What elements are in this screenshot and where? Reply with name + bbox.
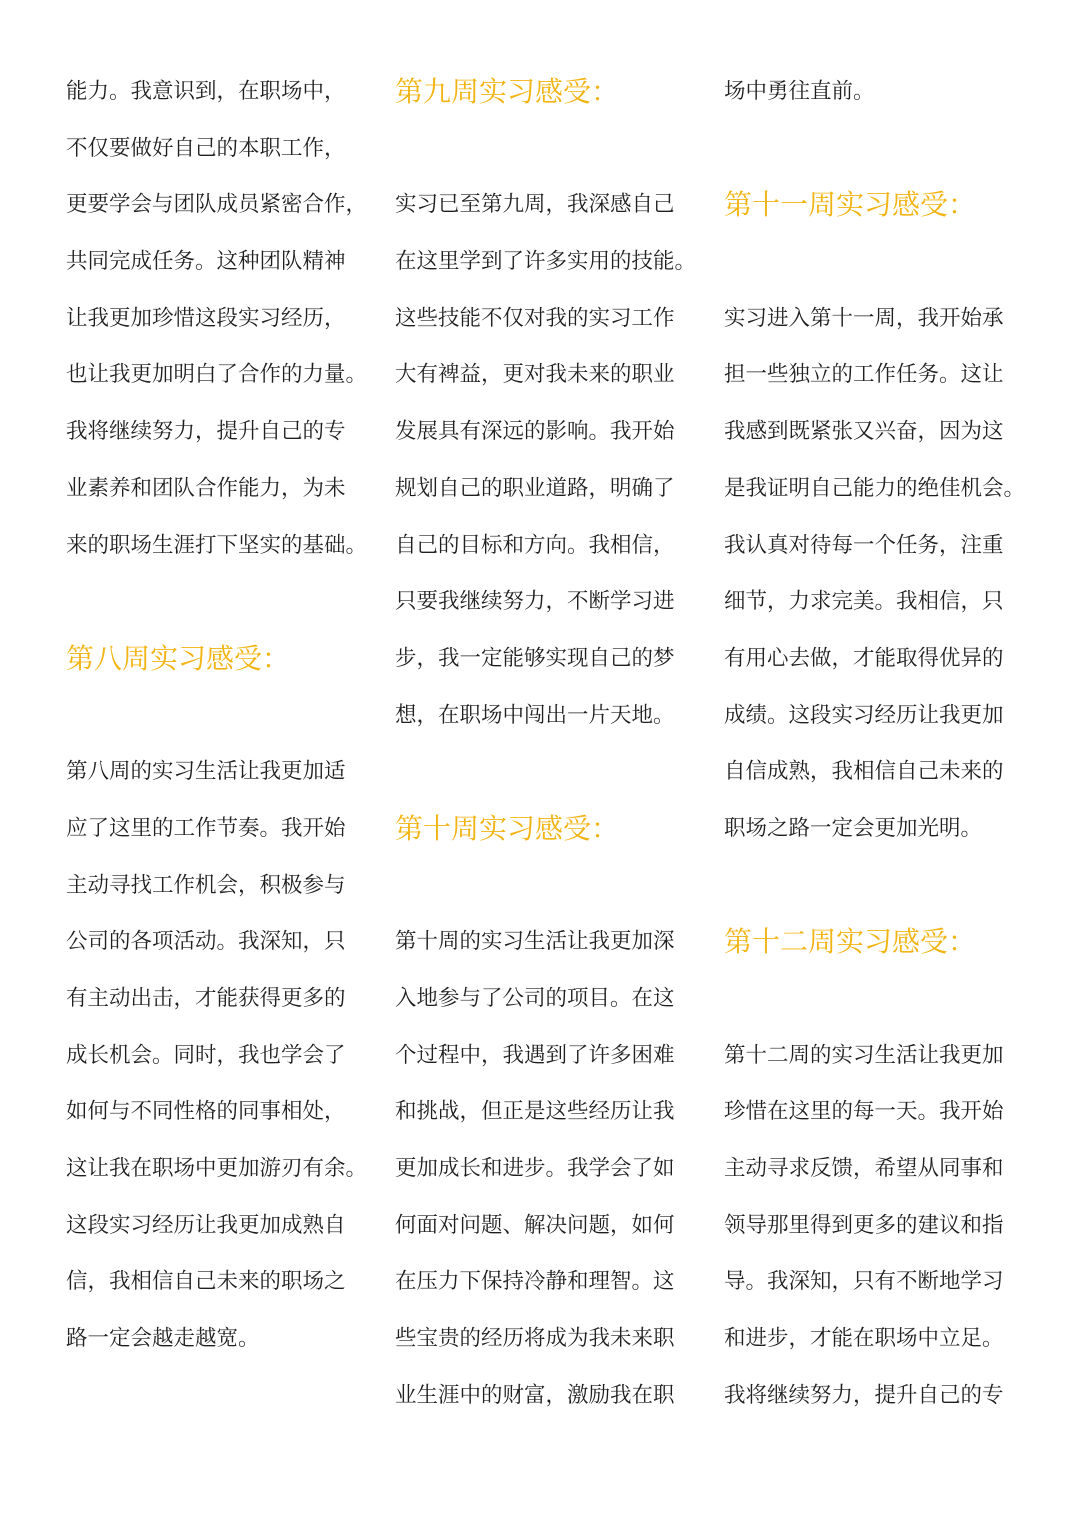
spacer: [724, 121, 1024, 178]
text-line: 我感到既紧张又兴奋，因为这: [724, 419, 1004, 445]
text-line: 也让我更加明白了合作的力量。: [66, 362, 368, 388]
paragraph: [724, 291, 1024, 858]
text-line: 这些技能不仅对我的实习工作: [395, 305, 675, 331]
text-line: 实习进入第十一周，我开始承: [724, 305, 1004, 331]
text-line: 第十二周的实习生活让我更加: [724, 1042, 1004, 1068]
text-line: 担一些独立的工作任务。这让: [724, 362, 1004, 388]
spacer: [724, 858, 1024, 915]
text-line: 实习已至第九周，我深感自己: [395, 192, 675, 218]
text-line: 成长机会。同时，我也学会了: [66, 1042, 346, 1068]
text-line: 业素养和团队合作能力，为未: [66, 475, 346, 501]
text-line: 来的职场生涯打下坚实的基础。: [66, 532, 368, 558]
text-line: 路一定会越走越宽。: [66, 1326, 260, 1352]
text-line: 更加成长和进步。我学会了如: [395, 1156, 675, 1182]
section-heading: 第十一周实习感受：: [724, 188, 977, 222]
text-line: 个过程中，我遇到了许多困难: [395, 1042, 675, 1068]
text-line: 只要我继续努力，不断学习进: [395, 589, 675, 615]
spacer: [66, 574, 366, 631]
text-line: 和挑战，但正是这些经历让我: [395, 1099, 675, 1125]
section-heading: 第八周实习感受：: [66, 641, 291, 675]
spacer: [66, 688, 366, 745]
text-line: 是我证明自己能力的绝佳机会。: [724, 475, 1026, 501]
text-line: 公司的各项活动。我深知，只: [66, 929, 346, 955]
column-2: [395, 64, 695, 1425]
text-line: 能力。我意识到，在职场中，: [66, 79, 346, 104]
text-line: 这让我在职场中更加游刃有余。: [66, 1156, 368, 1182]
text-line: 规划自己的职业道路，明确了: [395, 475, 675, 501]
text-line: 第八周的实习生活让我更加适: [66, 759, 346, 785]
text-line: 不仅要做好自己的本职工作，: [66, 135, 346, 161]
text-line: 主动寻找工作机会，积极参与: [66, 872, 346, 898]
spacer: [395, 744, 695, 801]
paragraph: [724, 1028, 1024, 1425]
section-heading: 第九周实习感受：: [395, 75, 620, 108]
text-line: 第十周的实习生活让我更加深: [395, 929, 675, 955]
text-line: 细节，力求完美。我相信，只: [724, 589, 1004, 615]
paragraph: [395, 177, 695, 744]
text-line: 场中勇往直前。: [724, 79, 875, 104]
text-line: 主动寻求反馈，希望从同事和: [724, 1156, 1004, 1182]
spacer: [395, 121, 695, 178]
paragraph: [66, 64, 366, 574]
text-line: 共同完成任务。这种团队精神: [66, 249, 346, 275]
text-line: 我认真对待每一个任务，注重: [724, 532, 1004, 558]
column-3: [724, 64, 1024, 1425]
text-line: 自信成熟，我相信自己未来的: [724, 759, 1004, 785]
text-line: 发展具有深远的影响。我开始: [395, 419, 675, 445]
text-line: 更要学会与团队成员紧密合作，: [66, 192, 368, 218]
text-line: 成绩。这段实习经历让我更加: [724, 702, 1004, 728]
text-line: 我将继续努力，提升自己的专: [724, 1382, 1004, 1408]
text-line: 珍惜在这里的每一天。我开始: [724, 1099, 1004, 1125]
text-line: 在压力下保持冷静和理智。这: [395, 1269, 675, 1295]
text-line: 业生涯中的财富，激励我在职: [395, 1382, 675, 1408]
section-heading: 第十周实习感受：: [395, 811, 620, 845]
text-line: 应了这里的工作节奏。我开始: [66, 815, 346, 841]
paragraph: [395, 914, 695, 1424]
text-line: 大有裨益，更对我未来的职业: [395, 362, 675, 388]
text-line: 入地参与了公司的项目。在这: [395, 986, 675, 1011]
text-line: 导。我深知，只有不断地学习: [724, 1269, 1004, 1295]
text-line: 领导那里得到更多的建议和指: [724, 1212, 1004, 1238]
text-line: 想，在职场中闯出一片天地。: [395, 702, 675, 728]
text-line: 有主动出击，才能获得更多的: [66, 986, 346, 1011]
paragraph: [66, 744, 366, 1368]
text-line: 些宝贵的经历将成为我未来职: [395, 1326, 675, 1352]
section-heading: 第十二周实习感受：: [724, 925, 977, 959]
text-line: 步，我一定能够实现自己的梦: [395, 645, 675, 671]
text-line: 我将继续努力，提升自己的专: [66, 419, 346, 445]
column-1: [66, 64, 366, 1368]
text-line: 职场之路一定会更加光明。: [724, 815, 983, 841]
text-line: 让我更加珍惜这段实习经历，: [66, 305, 346, 331]
spacer: [724, 971, 1024, 1028]
text-line: 信，我相信自己未来的职场之: [66, 1269, 346, 1295]
text-line: 自己的目标和方向。我相信，: [395, 532, 675, 558]
text-line: 有用心去做，才能取得优异的: [724, 645, 1004, 671]
spacer: [395, 858, 695, 915]
paragraph: [724, 64, 1024, 121]
text-line: 和进步，才能在职场中立足。: [724, 1326, 1004, 1352]
text-line: 何面对问题、解决问题，如何: [395, 1212, 675, 1238]
text-line: 这段实习经历让我更加成熟自: [66, 1212, 346, 1238]
spacer: [724, 234, 1024, 291]
text-line: 如何与不同性格的同事相处，: [66, 1099, 346, 1125]
text-line: 在这里学到了许多实用的技能。: [395, 249, 697, 275]
